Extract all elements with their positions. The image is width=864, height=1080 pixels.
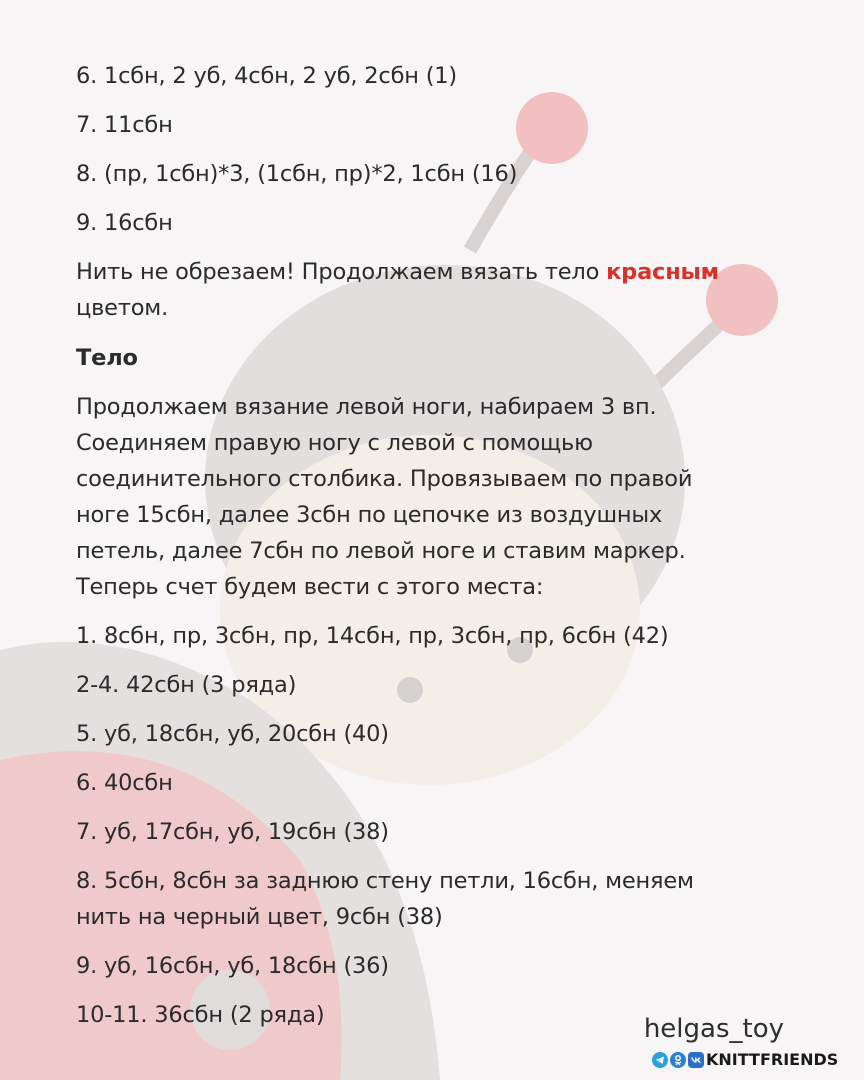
intro-line: петель, далее 7сбн по левой ноге и ставим маркер. (76, 538, 686, 564)
body-row-8: 8. 5сбн, 8сбн за заднюю стену петли, 16сбн, меняем (76, 868, 694, 894)
body-row-6: 6. 40сбн (76, 770, 173, 796)
body-row-1: 1. 8сбн, пр, 3сбн, пр, 14сбн, пр, 3сбн, пр, 6сбн (42) (76, 623, 669, 649)
note-text-end: цветом. (76, 295, 169, 321)
intro-line: Продолжаем вязание левой ноги, набираем 3 вп. (76, 394, 657, 420)
intro-line: Теперь счет будем вести с этого места: (76, 574, 544, 600)
body-row-2-4: 2-4. 42сбн (3 ряда) (76, 672, 297, 698)
row-9-head: 9. 16сбн (76, 210, 173, 236)
brand-name: KNITTFRIENDS (706, 1050, 839, 1069)
telegram-icon (652, 1052, 668, 1068)
row-8-head: 8. (пр, 1сбн)*3, (1сбн, пр)*2, 1сбн (16) (76, 161, 518, 187)
author-handle: helgas_toy (643, 1014, 784, 1044)
pattern-text (76, 58, 776, 1033)
body-row-5: 5. уб, 18сбн, уб, 20сбн (40) (76, 721, 389, 747)
body-row-8-cont: нить на черный цвет, 9сбн (38) (76, 904, 443, 930)
intro-line: Соединяем правую ногу с левой с помощью (76, 430, 593, 456)
body-row-9: 9. уб, 16сбн, уб, 18сбн (36) (76, 953, 389, 979)
intro-line: ноге 15сбн, далее 3сбн по цепочке из воздушных (76, 502, 663, 528)
body-row-10-11: 10-11. 36сбн (2 ряда) (76, 1002, 325, 1028)
vk-icon (688, 1052, 704, 1068)
note-paragraph (76, 254, 776, 326)
note-highlight: красным (606, 259, 719, 285)
row-6-head: 6. 1сбн, 2 уб, 4сбн, 2 уб, 2сбн (1) (76, 63, 457, 89)
section-heading: Тело (76, 345, 138, 371)
ok-icon (670, 1052, 686, 1068)
intro-line: соединительного столбика. Провязываем по правой (76, 466, 693, 492)
body-row-7: 7. уб, 17сбн, уб, 19сбн (38) (76, 819, 389, 845)
note-text: Нить не обрезаем! Продолжаем вязать тело (76, 259, 607, 285)
brand-mark (652, 1050, 838, 1069)
row-7-head: 7. 11сбн (76, 112, 173, 138)
